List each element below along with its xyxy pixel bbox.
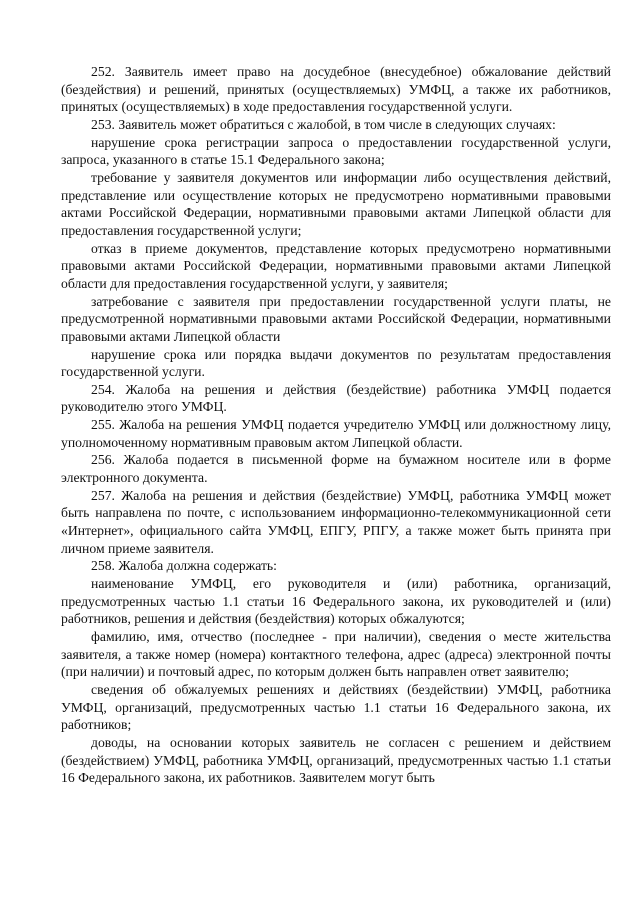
list-item-arguments: доводы, на основании которых заявитель не согласен с решением и действием (бездействием) УМФЦ, работника УМФЦ, организаций, предусмотренных частью 1.1 статьи 16 Федерального закона, их работников. Заявителем могут быть bbox=[61, 734, 611, 786]
list-item-registration-deadline: нарушение срока регистрации запроса о предоставлении государственной услуги, запроса, указанного в статье 15.1 Федерального закона; bbox=[61, 134, 611, 168]
list-item-umfc-name: наименование УМФЦ, его руководителя и (или) работника, организаций, предусмотренных частью 1.1 статьи 16 Федерального закона, их руководителей и (или) работников, решения и действия (бездействия) которых обжалуются; bbox=[61, 576, 611, 627]
document-page bbox=[61, 63, 611, 787]
list-item-appealed-decisions: сведения об обжалуемых решениях и действиях (бездействии) УМФЦ, работника УМФЦ, организаций, предусмотренных частью 1.1 статьи 16 Федерального закона, их работников; bbox=[61, 681, 611, 733]
paragraph-254: 254. Жалоба на решения и действия (бездействие) работника УМФЦ подается руководителю этого УМФЦ. bbox=[61, 381, 611, 415]
paragraph-256: 256. Жалоба подается в письменной форме на бумажном носителе или в форме электронного документа. bbox=[61, 452, 611, 486]
paragraph-258: 258. Жалоба должна содержать: bbox=[91, 558, 277, 574]
list-item-fee-demand: затребование с заявителя при предоставлении государственной услуги платы, не предусмотренной нормативными правовыми актами Российской Федерации, нормативными правовыми актами Липецкой области bbox=[61, 293, 611, 344]
paragraph-255: 255. Жалоба на решения УМФЦ подается учредителю УМФЦ или должностному лицу, уполномоченному нормативным правовым актом Липецкой области. bbox=[61, 417, 611, 450]
list-item-applicant-details: фамилию, имя, отчество (последнее - при наличии), сведения о месте жительства заявителя, а также номер (номера) контактного телефона, адрес (адреса) электронной почты (при наличии) и почтовый адрес, по которым должен быть направлен ответ заявителю; bbox=[61, 629, 611, 680]
paragraph-253: 253. Заявитель может обратиться с жалобой, в том числе в следующих случаях: bbox=[91, 116, 556, 132]
paragraph-257: 257. Жалоба на решения и действия (бездействие) УМФЦ, работника УМФЦ может быть направлена по почте, с использованием информационно-телекоммуникационной сети «Интернет», официального сайта УМФЦ, ЕПГУ, РПГУ, а также может быть принята при личном приеме заявителя. bbox=[61, 487, 611, 556]
paragraph-252: 252. Заявитель имеет право на досудебное (внесудебное) обжалование действий (бездействия) и решений, принятых (осуществляемых) УМФЦ, а также их работников, принятых (осуществляемых) в ходе предоставления государственной услуги. bbox=[61, 64, 611, 115]
list-item-refusal: отказ в приеме документов, представление которых предусмотрено нормативными правовыми актами Российской Федерации, нормативными правовыми актами Липецкой области для предоставления государственной услуги, у заявителя; bbox=[61, 240, 611, 291]
list-item-document-demand: требование у заявителя документов или информации либо осуществления действий, представление или осуществление которых не предусмотрено нормативными правовыми актами Российской Федерации, нормативными правовыми актами Липецкой области для предоставления государственной услуги; bbox=[61, 169, 611, 238]
list-item-issuance-violation: нарушение срока или порядка выдачи документов по результатам предоставления государственной услуги. bbox=[61, 346, 611, 380]
